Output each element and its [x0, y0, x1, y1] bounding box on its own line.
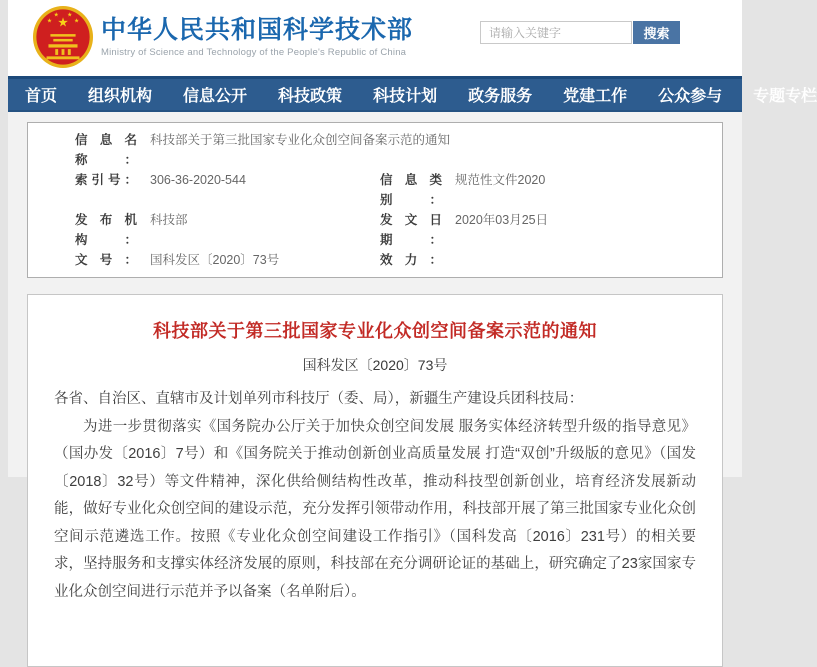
- svg-text:★: ★: [46, 18, 53, 25]
- metadata-label-info-category: 信息类别：: [380, 173, 442, 207]
- document-metadata-box: [27, 122, 723, 278]
- document-text: [54, 386, 696, 606]
- metadata-label-document-number: 文号：: [75, 253, 137, 267]
- nav-item-public-participation[interactable]: 公众参与: [658, 88, 723, 105]
- metadata-value-issue-date: 2020年03月25日: [455, 213, 549, 227]
- main-navigation: [8, 76, 817, 112]
- metadata-label-info-name: 信息名称：: [75, 133, 137, 167]
- document-paragraph-main: 为进一步贯彻落实《国务院办公厅关于加快众创空间发展 服务实体经济转型升级的指导意见》（国办发〔2016〕7号）和《国务院关于推动创新创业高质量发展 打造“双创”升级版的意见》（国发〔2018〕32号）等文件精神，深化供给侧结构性改革，推动科技型创新创业，培育经济发展新动能，做好专业化众创空间的建设示范，充分发挥引领带动作用，科技部开展了第三批国家专业化众创空间示范遴选工作。按照《专业化众创空间建设工作指引》（国科发高〔2016〕231号）的相关要求，坚持服务和支撑实体经济发展的原则，科技部在充分调研论证的基础上，研究确定了23家国家专业化众创空间进行示范并予以备案（名单附后）。: [54, 418, 696, 600]
- search-bar: [480, 21, 680, 44]
- site-title-block: [101, 16, 413, 58]
- site-logo[interactable]: [32, 4, 413, 70]
- nav-item-home[interactable]: 首页: [25, 88, 58, 105]
- document-body-box: [27, 294, 723, 667]
- search-button[interactable]: 搜索: [633, 21, 680, 44]
- svg-text:★: ★: [73, 18, 80, 25]
- metadata-label-index-number: 索引号：: [75, 173, 137, 187]
- site-header: [8, 0, 742, 76]
- metadata-label-issue-date: 发文日期：: [380, 213, 442, 247]
- svg-text:★: ★: [57, 15, 69, 30]
- search-input[interactable]: [480, 21, 632, 44]
- nav-item-sci-tech-programs[interactable]: 科技计划: [373, 88, 438, 105]
- site-subtitle: Ministry of Science and Technology of the People's Republic of China: [101, 47, 407, 58]
- metadata-value-issuing-agency: 科技部: [150, 213, 188, 227]
- nav-item-special-topics[interactable]: 专题专栏: [753, 88, 817, 105]
- site-title: 中华人民共和国科学技术部: [101, 16, 414, 44]
- national-emblem-icon: [32, 4, 94, 70]
- nav-item-sci-tech-policy[interactable]: 科技政策: [278, 88, 343, 105]
- document-number: 国科发区〔2020〕73号: [302, 357, 448, 373]
- content-area: [8, 112, 742, 600]
- nav-item-government-services[interactable]: 政务服务: [468, 88, 533, 105]
- document-paragraph-salutation: 各省、自治区、直辖市及计划单列市科技厅（委、局），新疆生产建设兵团科技局：: [54, 391, 584, 407]
- metadata-grid: [75, 130, 712, 270]
- metadata-label-validity: 效力：: [380, 253, 442, 267]
- svg-text:★: ★: [67, 12, 73, 19]
- metadata-value-info-name: 科技部关于第三批国家专业化众创空间备案示范的通知: [150, 133, 451, 147]
- svg-text:★: ★: [53, 12, 59, 19]
- nav-item-organization[interactable]: 组织机构: [88, 88, 153, 105]
- metadata-value-index-number: 306-36-2020-544: [150, 173, 246, 187]
- nav-item-information-disclosure[interactable]: 信息公开: [183, 88, 248, 105]
- metadata-label-issuing-agency: 发布机构：: [75, 213, 137, 247]
- metadata-value-info-category: 规范性文件2020: [455, 173, 546, 187]
- nav-item-party-building[interactable]: 党建工作: [563, 88, 628, 105]
- page-container: [8, 0, 817, 600]
- document-title: 科技部关于第三批国家专业化众创空间备案示范的通知: [153, 321, 597, 341]
- metadata-value-document-number: 国科发区〔2020〕73号: [150, 253, 280, 267]
- metadata-value-validity: [442, 250, 712, 270]
